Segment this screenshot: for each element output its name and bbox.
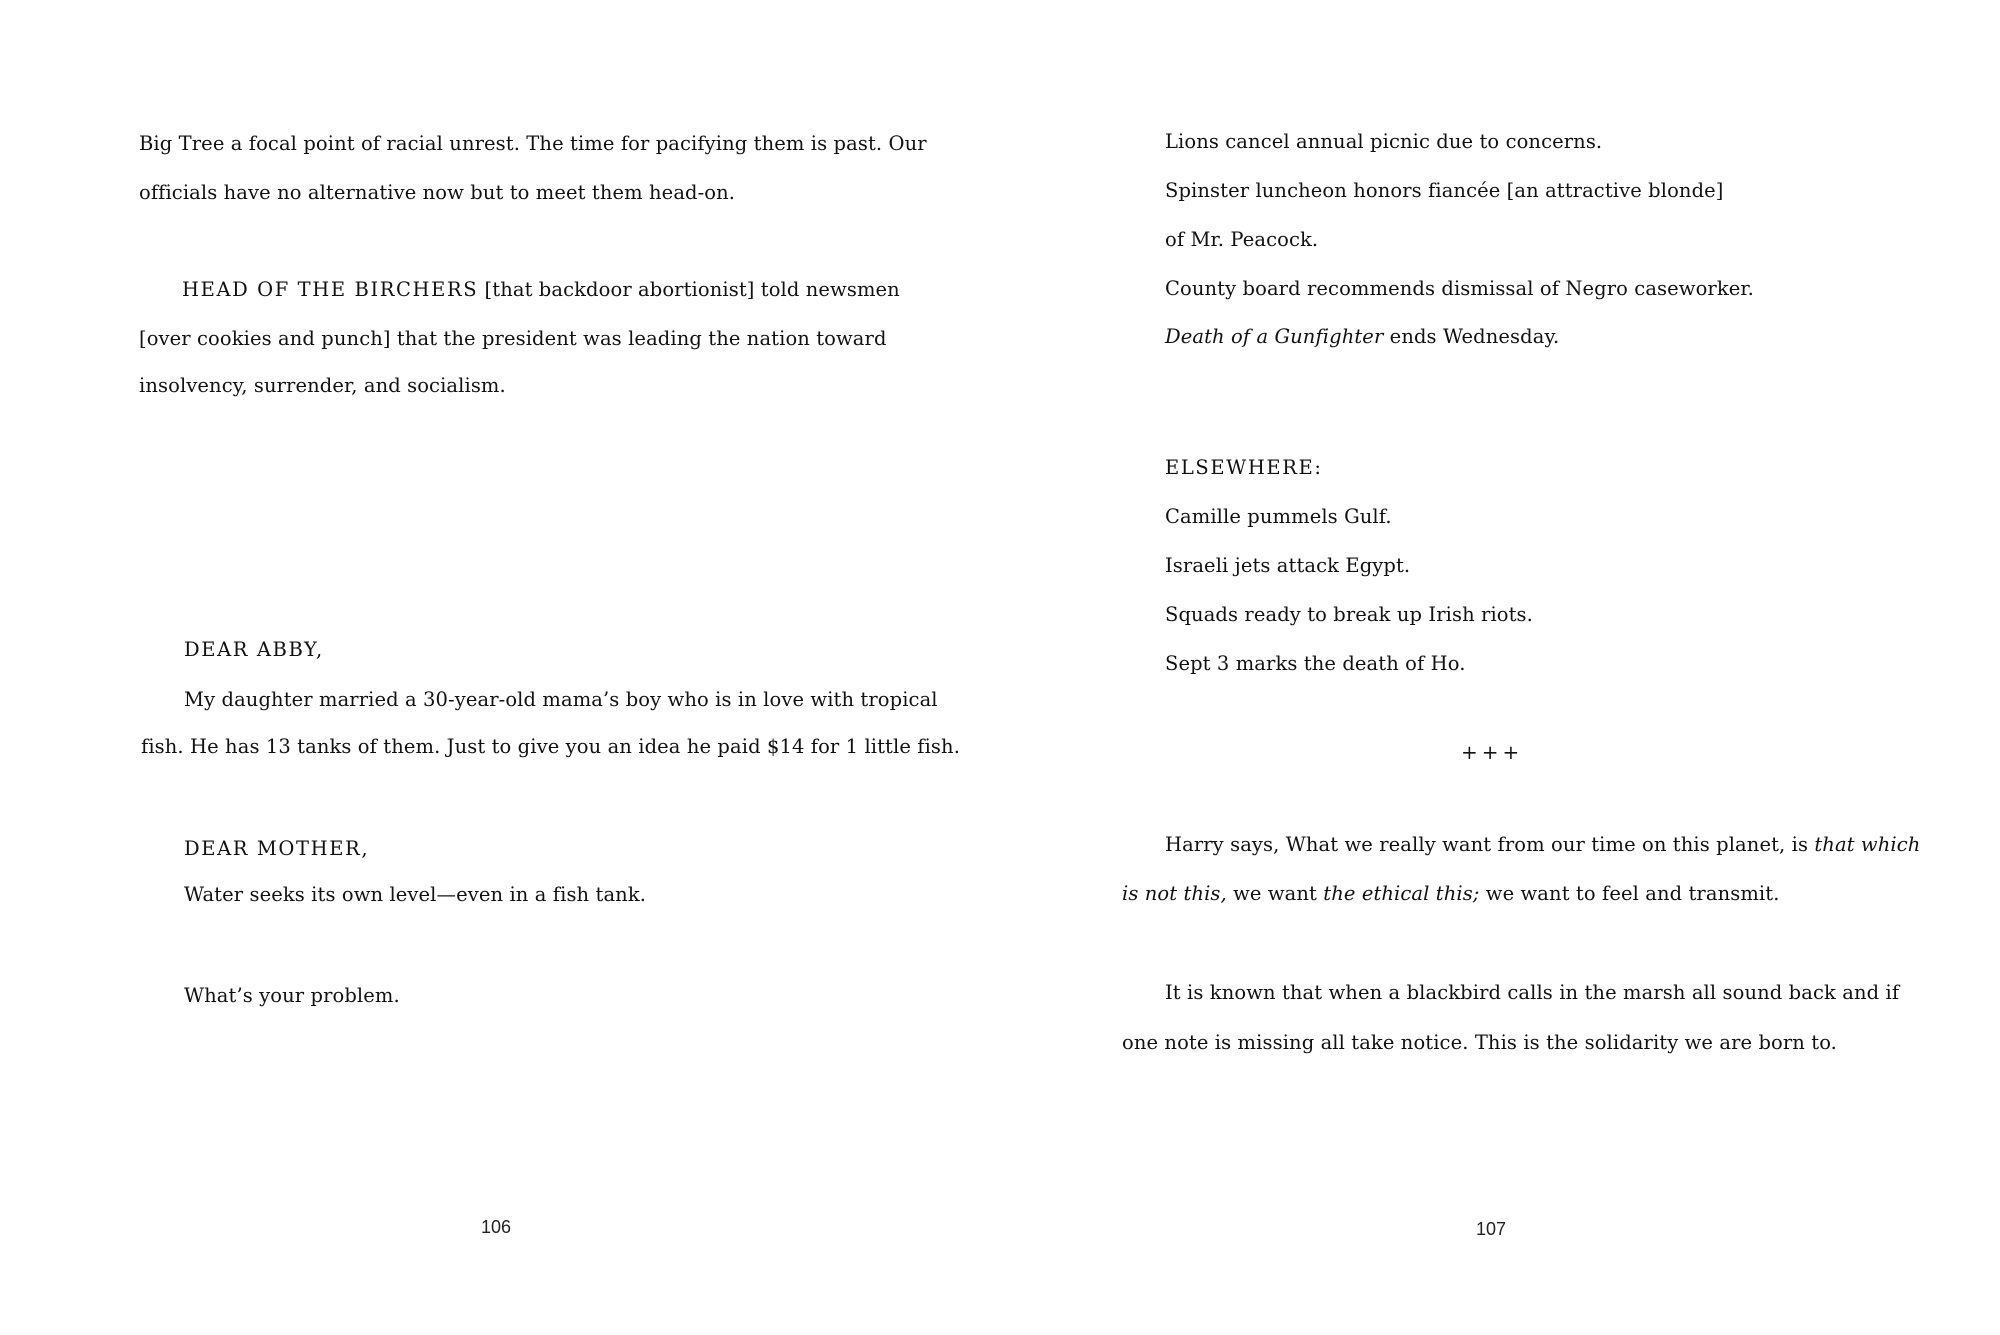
harry-line-2 (1122, 884, 1780, 904)
text-span: we want (1226, 882, 1324, 905)
right-page (1000, 0, 2000, 1335)
text-line: Sept 3 marks the death of Ho. (1165, 652, 1466, 675)
text-line: My daughter married a 30-year-old mama’s boy who is in love with tropical (184, 688, 938, 711)
text-line: officials have no alternative now but to meet them head-on. (139, 181, 736, 204)
text-line: Spinster luncheon honors fiancée [an attractive blonde] (1165, 179, 1724, 202)
text-line: What’s your problem. (184, 984, 400, 1007)
dear-mother-heading: DEAR MOTHER, (184, 837, 370, 860)
text-span: we want to feel and transmit. (1479, 882, 1780, 905)
text-line: Lions cancel annual picnic due to concerns. (1165, 130, 1603, 153)
text-line: Squads ready to break up Irish riots. (1165, 603, 1533, 626)
page-number: 106 (481, 1217, 512, 1237)
text-span: [that backdoor abortionist] told newsmen (484, 278, 900, 301)
text-line: Israeli jets attack Egypt. (1165, 554, 1411, 577)
text-line: of Mr. Peacock. (1165, 228, 1319, 251)
text-line: insolvency, surrender, and socialism. (139, 374, 506, 397)
text-line: one note is missing all take notice. This is the solidarity we are born to. (1122, 1031, 1837, 1054)
text-line: County board recommends dismissal of Negro caseworker. (1165, 277, 1754, 300)
text-span: ends Wednesday. (1383, 325, 1560, 348)
page-number: 107 (1476, 1219, 1507, 1239)
text-line: Water seeks its own level—even in a fish tank. (184, 883, 647, 906)
movie-line (1165, 327, 1559, 347)
italic-span: that which (1814, 833, 1921, 856)
movie-title: Death of a Gunfighter (1165, 325, 1384, 348)
text-line: Big Tree a focal point of racial unrest. The time for pacifying them is past. Our (139, 132, 927, 155)
birchers-heading: HEAD OF THE BIRCHERS (182, 278, 479, 301)
harry-line-1 (1165, 835, 1920, 855)
birchers-paragraph (182, 280, 900, 300)
text-line: It is known that when a blackbird calls in the marsh all sound back and if (1165, 981, 1900, 1004)
dear-abby-heading: DEAR ABBY, (184, 638, 324, 661)
italic-span: the ethical this; (1323, 882, 1480, 905)
elsewhere-heading: ELSEWHERE: (1165, 456, 1323, 479)
text-line: fish. He has 13 tanks of them. Just to give you an idea he paid $14 for 1 little fish. (141, 735, 960, 758)
text-span: Harry says, What we really want from our time on this planet, is (1165, 833, 1815, 856)
italic-span: is not this, (1122, 882, 1227, 905)
text-line: Camille pummels Gulf. (1165, 505, 1392, 528)
text-line: [over cookies and punch] that the president was leading the nation toward (139, 327, 887, 350)
section-ornament: +++ (1461, 740, 1524, 764)
